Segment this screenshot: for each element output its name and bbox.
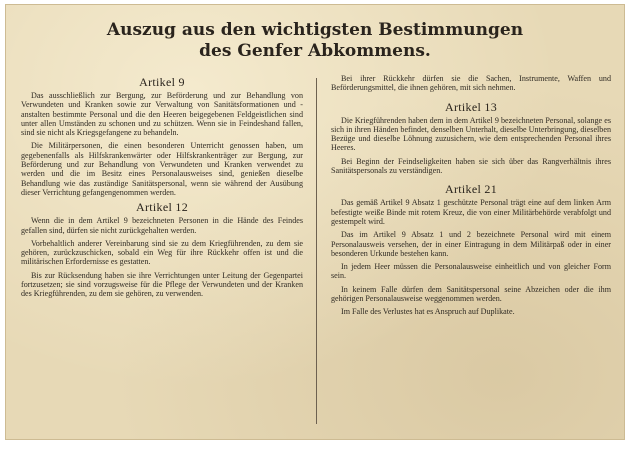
right-column — [331, 74, 611, 321]
article-12-paragraph-4: Bei ihrer Rückkehr dürfen sie die Sachen, Instrumente, Waffen und Beförderungsmittel, die ihnen gehören, mit sich nehmen. — [331, 74, 611, 93]
article-21-paragraph-5: Im Falle des Verlustes hat es Anspruch auf Duplikate. — [341, 307, 515, 317]
article-21-paragraph-3: In jedem Heer müssen die Personalausweise einheitlich und von gleicher Form sein. — [331, 262, 611, 281]
column-divider — [316, 78, 317, 424]
article-21-heading: Artikel 21 — [445, 182, 497, 197]
article-12-paragraph-3: Bis zur Rücksendung haben sie ihre Verrichtungen unter Leitung der Gegenpartei fortzusetzen; sie sind vorzugsweise für die Pflege der Verwundeten und der Kranken des Kriegführenden, zu dem sie gehören, zu verwenden. — [21, 270, 303, 299]
article-9-paragraph-1: Das ausschließlich zur Bergung, zur Beförderung und zur Behandlung von Verwundeten und Kranken sowie zur Verwaltung von Sanitätsformationen und -anstalten bestimmte Personal und die den Heeren beigegebenen Feldgeistlichen sind unter allen Umständen zu schonen und zu schützen. Wenn sie in Feindeshand fallen, sind sie nicht als Kriegsgefangene zu behandeln. — [21, 91, 303, 138]
article-12-heading: Artikel 12 — [136, 200, 188, 215]
article-13-paragraph-1: Die Kriegführenden haben dem in dem Artikel 9 bezeichneten Personal, solange es sich in ihren Händen befindet, denselben Unterhalt, dieselbe Unterbringung, dieselben Bezüge und dieselbe Löhnung zuzusichern, wie dem entsprechenden Personal ihres Heeres. — [331, 115, 611, 153]
article-9-heading: Artikel 9 — [139, 75, 185, 89]
article-21-paragraph-4: In keinem Falle dürfen dem Sanitätspersonal seine Abzeichen oder die ihm gehörigen Personalausweise weggenommen werden. — [331, 284, 611, 304]
article-12-paragraph-1: Wenn die in dem Artikel 9 bezeichneten Personen in die Hände des Feindes gefallen sind, dürfen sie nicht zurückgehalten werden. — [21, 216, 303, 235]
document-title — [5, 20, 625, 62]
article-13-paragraph-2: Bei Beginn der Feindseligkeiten haben sie sich über das Rangverhältnis ihres Sanitätspersonals zu verständigen. — [331, 156, 611, 176]
article-21-paragraph-1: Das gemäß Artikel 9 Absatz 1 geschützte Personal trägt eine auf dem linken Arm befestigte weiße Binde mit rotem Kreuz, die von einer Militärbehörde verabfolgt und gestempelt wird. — [331, 198, 611, 226]
title-line-1: Auszug aus den wichtigsten Bestimmungen — [106, 20, 524, 40]
title-line-2: des Genfer Abkommens. — [199, 41, 431, 61]
left-column — [21, 76, 303, 303]
article-21-paragraph-2: Das im Artikel 9 Absatz 1 und 2 bezeichnete Personal wird mit einem Personalausweis versehen, der in einer Eintragung in dem Militärpaß oder in einer besonderen Urkunde bestehen kann. — [331, 230, 611, 258]
article-13-heading: Artikel 13 — [445, 99, 497, 114]
article-9-paragraph-2: Die Militärpersonen, die einen besonderen Unterricht genossen haben, um gegebenenfalls als Hilfskrankenwärter oder Hilfskrankenträger zur Bergung, zur Beförderung und zur Behandlung von Verwundeten und Kranken verwendet zu werden und die im Besitz eines Personalausweises sind, genießen dieselbe Behandlung wie das zuständige Sanitätspersonal, wenn sie während der Ausübung dieser Verrichtung gefangengenommen werden. — [21, 141, 303, 197]
document-card — [5, 4, 625, 440]
article-12-paragraph-2: Vorbehaltlich anderer Vereinbarung sind sie zu dem Kriegführenden, zu dem sie gehören, zurückzuschicken, sobald ein Weg für ihre Rückkehr offen ist und die militärischen Erfordernisse es gestatten. — [21, 238, 303, 267]
